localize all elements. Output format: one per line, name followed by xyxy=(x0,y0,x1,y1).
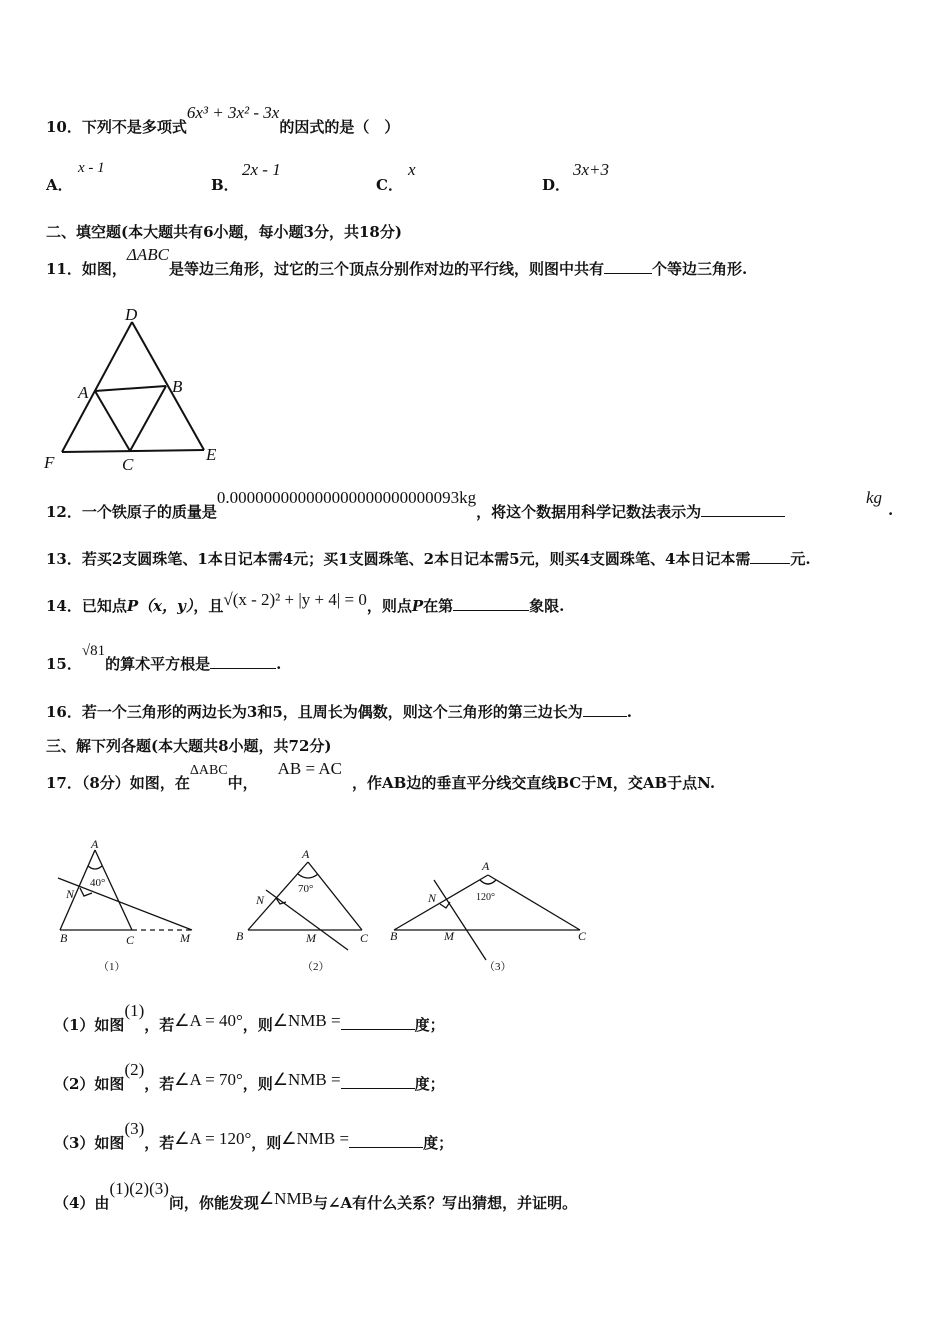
part-label: （1）如图 xyxy=(54,1016,125,1034)
math-expression: √81 xyxy=(81,643,106,659)
question-text: ，则点 xyxy=(366,597,412,615)
figure-3 xyxy=(390,859,587,973)
point-label: P xyxy=(411,597,424,615)
figure-ref: (1) xyxy=(124,1001,145,1020)
option-a-label: A． xyxy=(46,176,73,194)
q17-figures xyxy=(40,830,620,980)
option-d-label: D． xyxy=(542,176,571,194)
label-c: C xyxy=(122,455,134,474)
question-12 xyxy=(46,488,785,522)
line-df xyxy=(62,322,132,452)
target-angle: ∠NMB xyxy=(258,1189,313,1208)
question-text: 若买2支圆珠笔、1本日记本需4元；买1支圆珠笔、2本日记本需5元，则买4支圆珠笔、4本日记本需 xyxy=(81,550,751,568)
math-expression: ΔABC xyxy=(126,245,169,264)
question-13 xyxy=(46,548,811,569)
question-text: 个等边三角形. xyxy=(652,260,748,278)
question-text: ，将这个数据用科学记数法表示为 xyxy=(476,503,702,521)
question-16 xyxy=(46,701,632,722)
figure-1 xyxy=(58,837,192,973)
question-text: 下列不是多项式 xyxy=(81,118,187,136)
math-expression: 0.000000000000000000000000093kg xyxy=(216,488,477,507)
angle-expression: ∠A = 120° xyxy=(174,1129,252,1148)
question-15 xyxy=(46,643,282,674)
q17-part-1 xyxy=(54,1001,445,1035)
angle-expression: ∠A = 40° xyxy=(174,1011,243,1030)
part-text: 度； xyxy=(414,1016,445,1034)
fig3-angle: 120° xyxy=(476,892,495,903)
question-number: 11． xyxy=(46,260,82,278)
part-text: ，若 xyxy=(144,1134,175,1152)
fig3-label-n: N xyxy=(428,891,437,905)
question-10 xyxy=(46,103,400,137)
part-text: ，若 xyxy=(144,1075,175,1093)
part-text: ，则 xyxy=(251,1134,282,1152)
q17-part-4 xyxy=(54,1179,578,1213)
question-text: 一个铁原子的质量是 xyxy=(81,503,217,521)
option-a-value: x - 1 xyxy=(78,160,105,176)
fig1-label-n: N xyxy=(66,887,75,901)
answer-blank[interactable] xyxy=(210,667,276,669)
question-text: 是等边三角形，过它的三个顶点分别作对边的平行线，则图中共有 xyxy=(168,260,604,278)
question-text: . xyxy=(626,703,632,721)
line-ac xyxy=(95,391,130,451)
part-text: 与∠A有什么关系？写出猜想，并证明。 xyxy=(312,1194,578,1212)
q17-part-3 xyxy=(54,1119,454,1153)
math-expression: √(x - 2)² + |y + 4| = 0 xyxy=(223,590,367,609)
period: . xyxy=(888,501,894,519)
triangle-figure xyxy=(40,300,230,480)
question-text: （8分）如图，在 xyxy=(81,774,190,792)
q17-part-2 xyxy=(54,1060,445,1094)
question-14 xyxy=(46,590,565,616)
answer-blank[interactable] xyxy=(604,272,652,274)
part-text: 问，你能发现 xyxy=(168,1194,259,1212)
part-text: 度； xyxy=(414,1075,445,1093)
fig3-caption: （3） xyxy=(484,961,512,973)
answer-blank[interactable] xyxy=(453,609,529,611)
fig3-label-m: M xyxy=(444,929,454,943)
target-angle: ∠NMB = xyxy=(281,1129,350,1148)
label-f: F xyxy=(44,453,55,472)
question-number: 17． xyxy=(46,774,82,792)
answer-blank[interactable] xyxy=(701,515,785,517)
math-expression: 6x³ + 3x² - 3x xyxy=(186,103,280,122)
question-text: 的算术平方根是 xyxy=(105,655,211,673)
option-c-value: x xyxy=(408,160,416,179)
label-d: D xyxy=(125,305,138,324)
target-angle: ∠NMB = xyxy=(272,1011,341,1030)
figure-ref: (3) xyxy=(124,1119,145,1138)
option-c-label: C． xyxy=(376,176,403,194)
fig2-label-b: B xyxy=(236,929,244,943)
math-expression: AB = AC xyxy=(277,759,343,778)
fig3-label-b: B xyxy=(390,929,398,943)
unit-kg: kg xyxy=(866,488,883,507)
part-label: （3）如图 xyxy=(54,1134,125,1152)
fig2-caption: （2） xyxy=(302,961,330,973)
answer-blank[interactable] xyxy=(750,562,790,564)
fig1-angle: 40° xyxy=(90,877,106,889)
question-text: ，作AB边的垂直平分线交直线BC于M，交AB于点N. xyxy=(352,774,716,792)
question-text: 中， xyxy=(227,774,258,792)
answer-blank[interactable] xyxy=(341,1028,415,1030)
part-label: （4）由 xyxy=(54,1194,110,1212)
section-heading-2: 二、填空题(本大题共有6小题，每小题3分，共18分) xyxy=(46,223,402,241)
question-text: . xyxy=(276,655,282,673)
option-b-value: 2x - 1 xyxy=(242,160,281,179)
line-ab xyxy=(95,386,166,391)
fig2-label-m: M xyxy=(306,931,316,945)
figure-2 xyxy=(236,847,369,973)
answer-blank[interactable] xyxy=(349,1146,423,1148)
part-text: ，则 xyxy=(242,1075,273,1093)
question-text: 在第 xyxy=(423,597,454,615)
fig1-caption: （1） xyxy=(98,961,126,973)
fig2-label-n: N xyxy=(256,893,265,907)
question-number: 10． xyxy=(46,118,82,136)
line-de xyxy=(132,322,204,450)
answer-blank[interactable] xyxy=(341,1087,415,1089)
fig2-label-c: C xyxy=(360,931,369,945)
label-e: E xyxy=(206,445,217,464)
label-b: B xyxy=(172,377,183,396)
question-text: 的因式的是（ ） xyxy=(279,118,400,136)
question-number: 14． xyxy=(46,597,82,615)
question-text: ，且 xyxy=(193,597,224,615)
figure-ref: (2) xyxy=(124,1060,145,1079)
line-fe xyxy=(62,450,204,452)
part-text: ，若 xyxy=(144,1016,175,1034)
math-expression: ΔABC xyxy=(189,763,228,778)
question-number: 13． xyxy=(46,550,82,568)
option-d-value: 3x+3 xyxy=(573,160,610,179)
part-text: ，则 xyxy=(242,1016,273,1034)
question-number: 16． xyxy=(46,703,82,721)
figure-ref: (1)(2)(3) xyxy=(109,1179,169,1198)
fig2-label-a: A xyxy=(302,847,310,861)
part-text: 度； xyxy=(423,1134,454,1152)
part-label: （2）如图 xyxy=(54,1075,125,1093)
question-17 xyxy=(46,759,716,793)
line-bc xyxy=(130,386,166,451)
question-text: 象限. xyxy=(529,597,565,615)
question-text: 已知点 xyxy=(81,597,127,615)
fig1-label-a: A xyxy=(91,837,99,851)
option-b-label: B． xyxy=(211,176,239,194)
point-p: P（x，y） xyxy=(126,597,194,615)
fig2-angle: 70° xyxy=(298,883,314,895)
fig3-label-a: A xyxy=(482,859,490,873)
target-angle: ∠NMB = xyxy=(272,1070,341,1089)
fig1-label-c: C xyxy=(126,933,135,947)
question-number: 12． xyxy=(46,503,82,521)
fig1-label-b: B xyxy=(60,931,68,945)
label-a: A xyxy=(78,383,89,402)
section-heading-3: 三、解下列各题(本大题共8小题，共72分) xyxy=(46,737,332,755)
question-text: 如图， xyxy=(81,260,127,278)
fig3-label-c: C xyxy=(578,929,587,943)
question-text: 若一个三角形的两边长为3和5，且周长为偶数，则这个三角形的第三边长为 xyxy=(81,703,583,721)
fig1-label-m: M xyxy=(180,931,190,945)
answer-blank[interactable] xyxy=(583,715,627,717)
angle-expression: ∠A = 70° xyxy=(174,1070,243,1089)
question-number: 15． xyxy=(46,655,82,673)
question-text: 元. xyxy=(790,550,811,568)
question-11 xyxy=(46,245,748,279)
